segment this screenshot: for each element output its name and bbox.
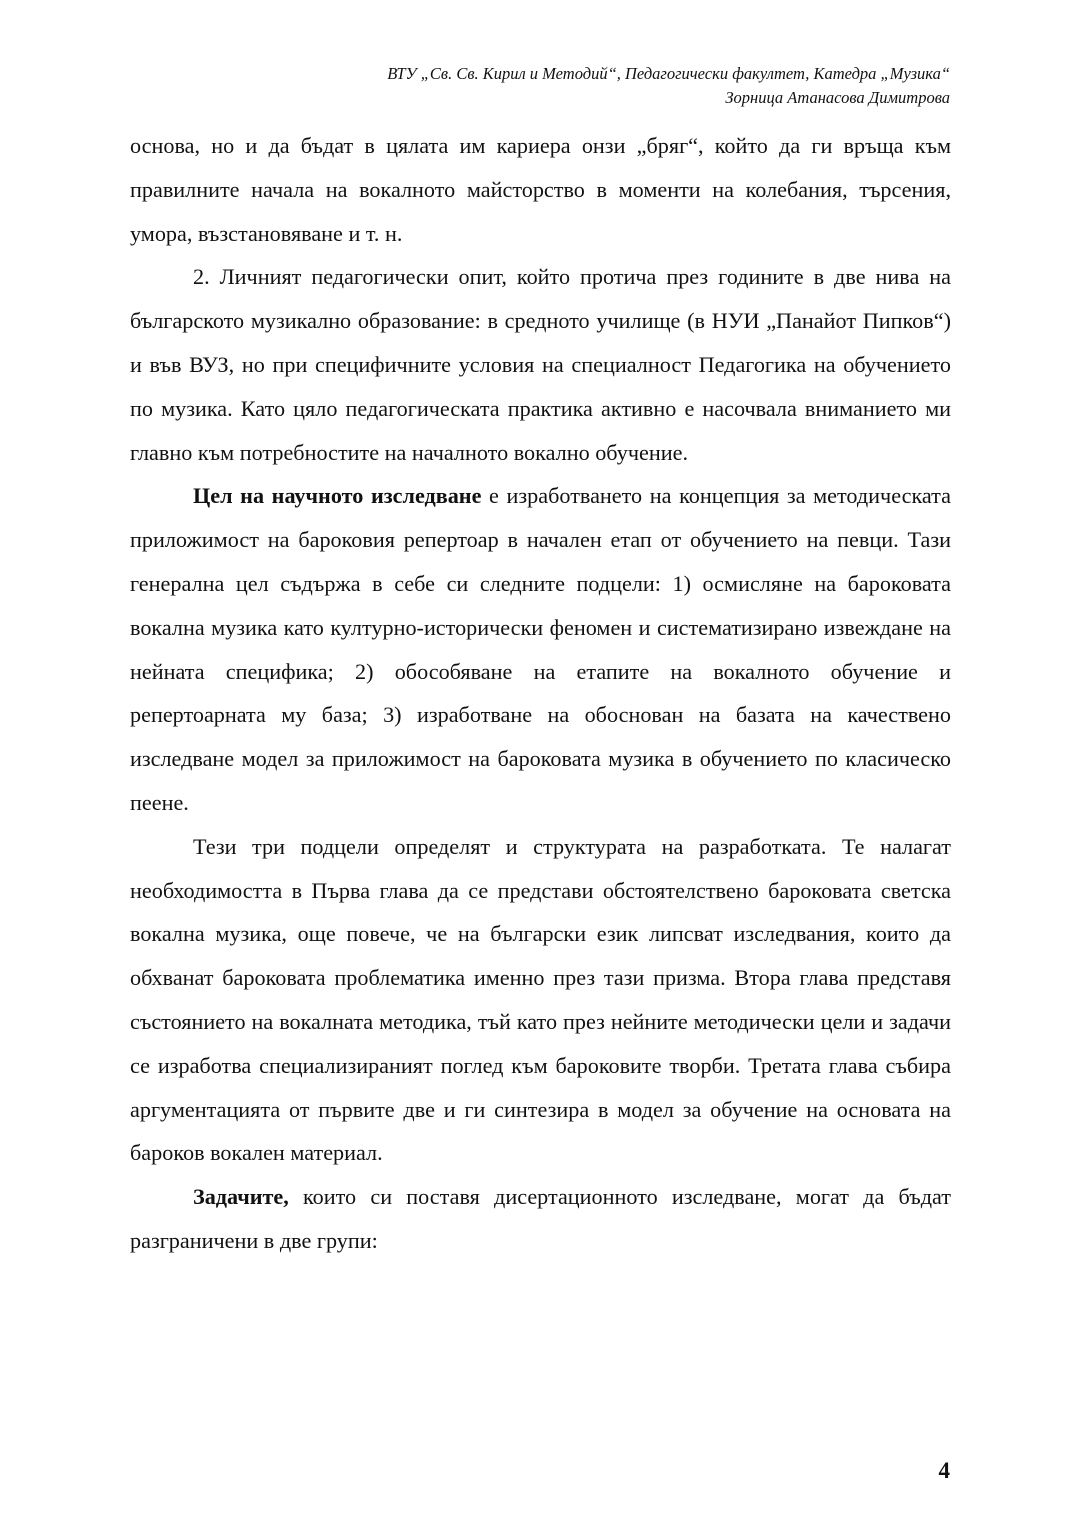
paragraph-pedagogical-experience: 2. Личният педагогически опит, който протича през годините в две нива на българското музикално образование: в средното училище (в НУИ „Панайот Пипков“) и във ВУЗ, но при специфичните условия на специалност Педагогика на обучението по музика. Като цяло педагогическата практика активно е насочвала вниманието ми главно към потребностите на началното вокално обучение. (130, 264, 951, 465)
research-goal-heading: Цел на научното изследване (193, 483, 482, 509)
research-goal-text: е изработването на концепция за методическата приложимост на бароковия репертоар в начален етап от обучението на певци. Тази генерална цел съдържа в себе си следните подцели: 1) осмисляне на бароковата вокална музика като културно-исторически феномен и систематизирано извеждане на нейната специфика; 2) обособяване на етапите на вокалното обучение и репертоарната му база; 3) изработване на обоснован на базата на качествено изследване модел за приложимост на бароковата музика в обучението по класическо пеене. (130, 483, 951, 815)
tasks-text: които си поставя дисертационното изследване, могат да бъдат разграничени в две групи: (130, 1184, 951, 1253)
running-header (387, 62, 950, 110)
paragraph-continuation: основа, но и да бъдат в цялата им кариера онзи „бряг“, който да ги връща към правилните начала на вокалното майсторство в моменти на колебания, търсения, умора, възстановяване и т. н. (130, 133, 951, 246)
page-number: 4 (938, 1458, 950, 1483)
paragraph-research-goal (130, 474, 951, 824)
paragraph-structure: Тези три подцели определят и структурата на разработката. Те налагат необходимостта в Първа глава да се представи обстоятелствено бароковата светска вокална музика, още повече, че на български език липсват изследвания, които да обхванат бароковата проблематика именно през тази призма. Втора глава представя състоянието на вокалната методика, тъй като през нейните методически цели и задачи се изработва специализираният поглед към бароковите творби. Третата глава събира аргументацията от първите две и ги синтезира в модел за обучение на основата на бароков вокален материал. (130, 833, 951, 1166)
tasks-heading: Задачите, (193, 1184, 289, 1210)
document-body (130, 124, 951, 1263)
header-institution: ВТУ „Св. Св. Кирил и Методий“, Педагогически факултет, Катедра „Музика“ (387, 64, 950, 83)
paragraph-tasks (130, 1175, 951, 1263)
header-author: Зорница Атанасова Димитрова (725, 88, 950, 107)
